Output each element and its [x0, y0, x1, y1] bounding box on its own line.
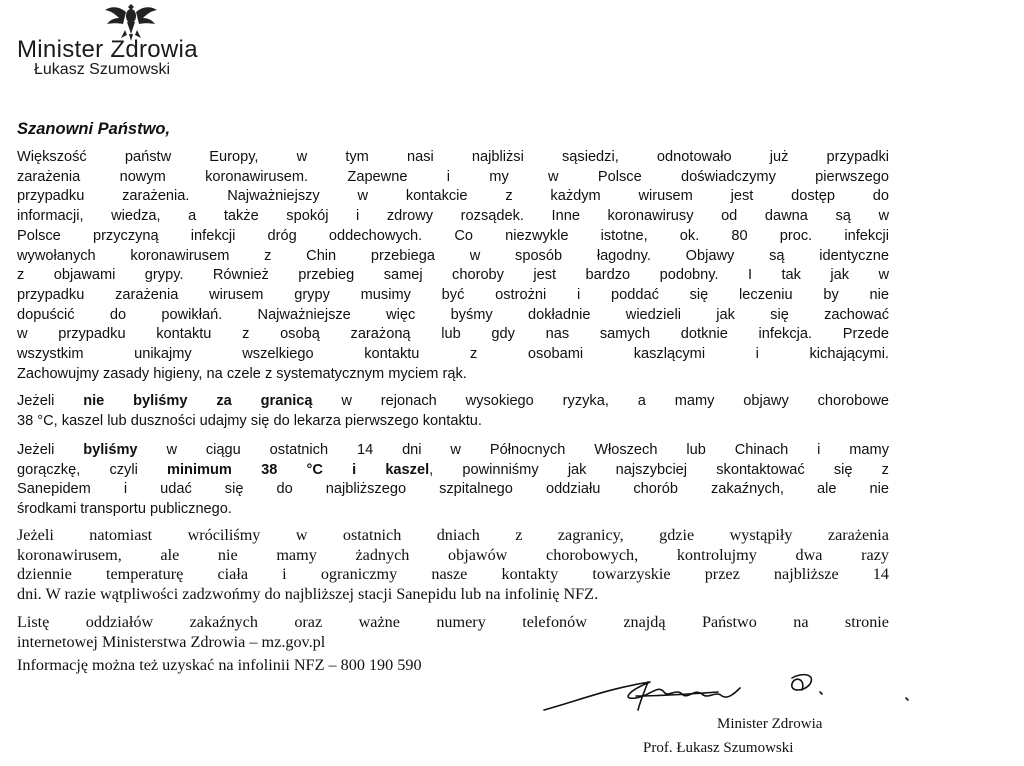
- paragraph-contacts: [17, 613, 889, 652]
- emphasis-text: nie byliśmy za granicą: [83, 393, 313, 409]
- text-line: wywołanych koronawirusem z Chin przebiega w sposób łagodny. Objawy są identyczne: [17, 247, 889, 264]
- signature-title: Minister Zdrowia: [717, 716, 823, 732]
- text-line: Listę oddziałów zakaźnych oraz ważne numery telefonów znajdą Państwo na stronie: [17, 613, 889, 631]
- text-line: gorączkę, czyli minimum 38 °C i kaszel, powinniśmy jak najszybciej skontaktować się z: [17, 461, 889, 478]
- text-line: Zachowujmy zasady higieny, na czele z systematycznym myciem rąk.: [17, 365, 467, 382]
- ministry-title: Minister Zdrowia: [17, 36, 198, 63]
- text-line: Informację można też uzyskać na infolinii NFZ – 800 190 590: [17, 656, 422, 674]
- text-line: 38 °C, kaszel lub duszności udajmy się do lekarza pierwszego kontaktu.: [17, 412, 482, 429]
- text-line: z objawami grypy. Również przebieg samej choroby jest bardzo podobny. I tak jak w: [17, 267, 889, 284]
- text-line: Jeżeli nie byliśmy za granicą w rejonach wysokiego ryzyka, a mamy objawy chorobowe: [17, 393, 889, 409]
- minister-name: Łukasz Szumowski: [34, 61, 171, 78]
- text-line: informacji, wiedza, a także spokój i zdrowy rozsądek. Inne koronawirusy od dawna są w: [17, 208, 889, 225]
- emphasis-text: byliśmy: [83, 442, 138, 458]
- paragraph-travelled: [17, 441, 889, 520]
- handwritten-signature: [540, 670, 940, 718]
- text-line: Jeżeli natomiast wróciliśmy w ostatnich dniach z zagranicy, gdzie wystąpiły zarażenia: [17, 526, 889, 544]
- paragraph-returned: [17, 526, 889, 604]
- text-line: Polsce przyczyną infekcji dróg oddechowych. Co niezwykle istotne, ok. 80 proc. infekcji: [17, 227, 889, 244]
- text-line: Jeżeli byliśmy w ciągu ostatnich 14 dni w Północnych Włoszech lub Chinach i mamy: [17, 442, 889, 458]
- text-line: dni. W razie wątpliwości zadzwońmy do najbliższej stacji Sanepidu lub na infolinię NFZ.: [17, 584, 599, 603]
- paragraph-intro: [17, 148, 889, 384]
- signature-name: Prof. Łukasz Szumowski: [643, 740, 794, 756]
- emphasis-text: minimum 38 °C i kaszel: [167, 461, 430, 478]
- paragraph-no-travel: [17, 392, 889, 431]
- text-line: w przypadku kontaktu z osobą zarażoną lub gdy nas samych dotknie infekcja. Przede: [17, 326, 889, 343]
- text-line: Większość państw Europy, w tym nasi najbliżsi sąsiedzi, odnotowało już przypadki: [17, 149, 889, 165]
- text-line: przypadku zarażenia wirusem grypy musimy być ostrożni i poddać się leczeniu by nie: [17, 286, 889, 303]
- text-line: internetowej Ministerstwa Zdrowia – mz.gov.pl: [17, 632, 326, 651]
- text-line: Sanepidem i udać się do najbliższego szpitalnego oddziału chorób zakaźnych, ale nie: [17, 481, 889, 498]
- text-line: koronawirusem, ale nie mamy żadnych objawów chorobowych, kontrolujmy dwa razy: [17, 545, 889, 564]
- text-line: dopuścić do powikłań. Najważniejsze więc byśmy dokładnie wiedzieli jak się zachować: [17, 306, 889, 323]
- text-line: środkami transportu publicznego.: [17, 501, 232, 518]
- salutation: Szanowni Państwo,: [17, 120, 171, 138]
- text-line: wszystkim unikajmy wszelkiego kontaktu z osobami kaszlącymi i kichającymi.: [17, 346, 889, 363]
- text-line: dziennie temperaturę ciała i ograniczmy nasze kontakty towarzyskie przez najbliższe 14: [17, 565, 889, 583]
- text-line: przypadku zarażenia. Najważniejszy w kontakcie z każdym wirusem jest dostęp do: [17, 188, 889, 205]
- text-line: zarażenia nowym koronawirusem. Zapewne i my w Polsce doświadczymy pierwszego: [17, 168, 889, 185]
